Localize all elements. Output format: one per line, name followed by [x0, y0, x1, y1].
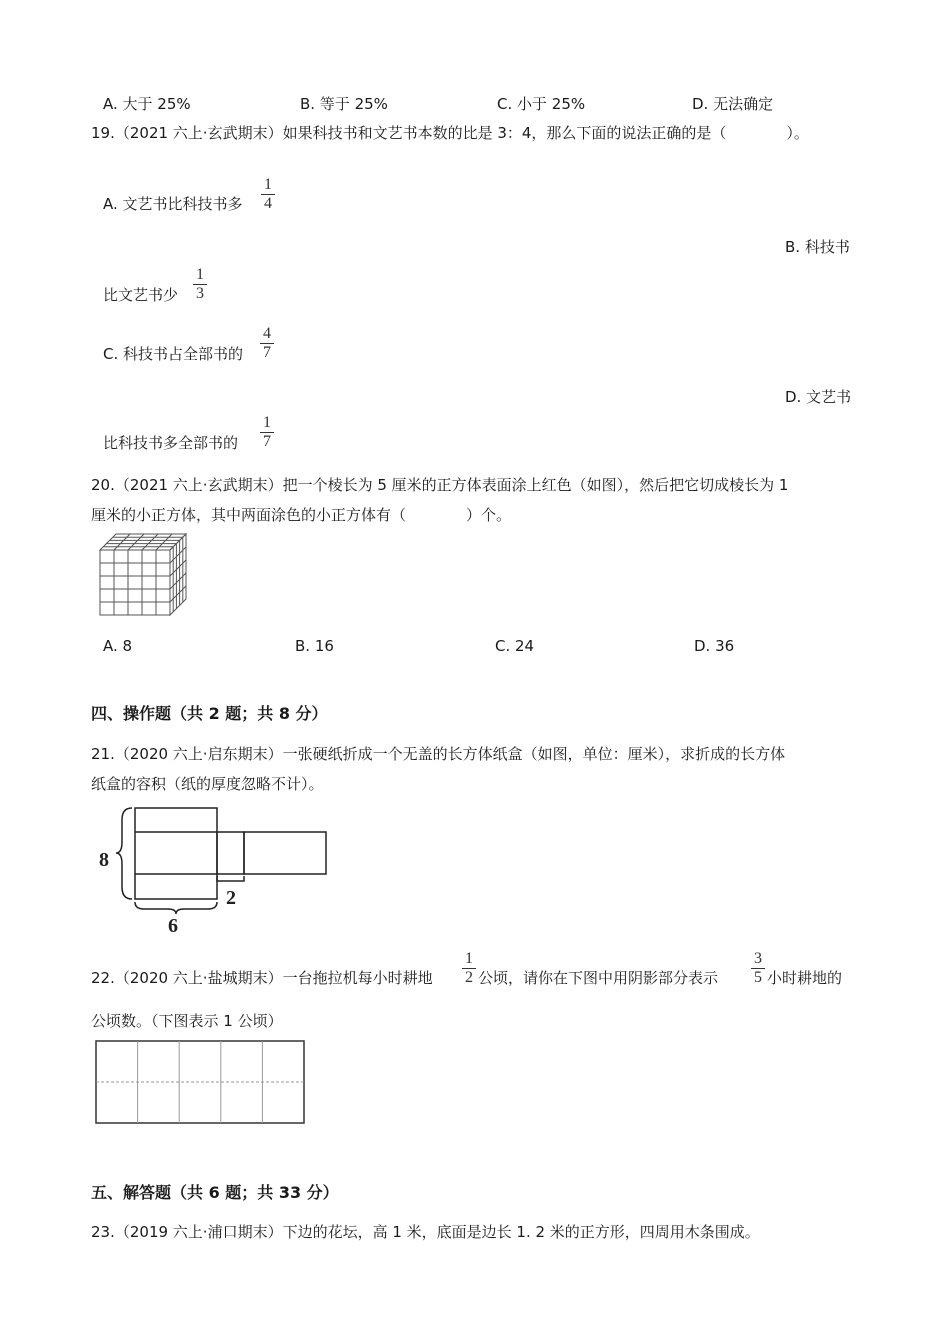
q22-stem-part3: 小时耕地的 [767, 969, 843, 987]
q18-option-d: D. 无法确定 [692, 95, 774, 113]
q22-fraction-2: 3 5 [751, 951, 765, 986]
q19-option-b-tail: 比文艺书少 [103, 286, 179, 304]
net-side-rect [217, 832, 244, 874]
q19-option-b-fraction: 1 3 [193, 267, 207, 302]
q21-stem-line2: 纸盒的容积（纸的厚度忽略不计）。 [91, 775, 324, 793]
width-brace [135, 902, 217, 914]
q20-option-b: B. 16 [295, 637, 334, 655]
q19-option-c-fraction: 4 7 [260, 326, 274, 361]
q19-stem: 19.（2021 六上·玄武期末）如果科技书和文艺书本数的比是 3：4，那么下面的说法正确的是（ ）。 [91, 124, 809, 142]
q20-option-a: A. 8 [103, 637, 133, 655]
cube-top-grid [103, 534, 183, 550]
q20-option-c: C. 24 [495, 637, 535, 655]
q22-stem-line2: 公顷数。（下图表示 1 公顷） [91, 1012, 283, 1030]
label-width: 6 [168, 915, 178, 937]
hectare-grid [94, 1038, 308, 1126]
section-5-heading: 五、解答题（共 6 题；共 33 分） [91, 1183, 339, 1202]
q19-option-d-fraction: 1 7 [260, 415, 274, 450]
cube-right-grid [170, 537, 186, 612]
q22-stem-part1: 22.（2020 六上·盐城期末）一台拖拉机每小时耕地 [91, 969, 433, 987]
q18-option-b: B. 等于 25% [300, 95, 388, 113]
q23-stem: 23.（2019 六上·浦口期末）下边的花坛，高 1 米，底面是边长 1. 2 米的正方形，四周用木条围成。 [91, 1223, 760, 1241]
q22-stem-part2: 公顷，请你在下图中用阴影部分表示 [478, 969, 719, 987]
q18-option-a: A. 大于 25% [103, 95, 191, 113]
q22-fraction-1: 1 2 [462, 951, 476, 986]
cube-front-face [100, 550, 170, 615]
q19-option-a: A. 文艺书比科技书多 [103, 195, 243, 213]
q18-option-c: C. 小于 25% [497, 95, 586, 113]
box-net-figure [92, 800, 332, 940]
q20-stem-line1: 20.（2021 六上·玄武期末）把一个棱长为 5 厘米的正方体表面涂上红色（如图），然后把它切成棱长为 1 [91, 476, 789, 494]
net-main-rect [135, 808, 217, 899]
small-bracket [217, 876, 244, 881]
cube-right-face [170, 534, 186, 615]
q19-option-a-fraction: 1 4 [261, 177, 275, 212]
height-brace [116, 808, 132, 899]
q19-option-c: C. 科技书占全部书的 [103, 345, 244, 363]
label-small: 2 [226, 887, 236, 909]
q20-option-d: D. 36 [694, 637, 735, 655]
q21-stem-line1: 21.（2020 六上·启东期末）一张硬纸折成一个无盖的长方体纸盒（如图，单位：厘米），求折成的长方体 [91, 745, 786, 763]
q19-option-d-tail: 比科技书多全部书的 [103, 434, 239, 452]
cube-figure [96, 530, 192, 618]
q20-stem-line2: 厘米的小正方体，其中两面涂色的小正方体有（ ）个。 [91, 506, 512, 524]
section-4-heading: 四、操作题（共 2 题；共 8 分） [91, 704, 328, 723]
q19-option-b-head: B. 科技书 [785, 238, 850, 256]
net-right-rect [244, 832, 326, 874]
label-height: 8 [99, 849, 109, 871]
cube-front-grid [100, 550, 170, 615]
q19-option-d-head: D. 文艺书 [785, 388, 852, 406]
